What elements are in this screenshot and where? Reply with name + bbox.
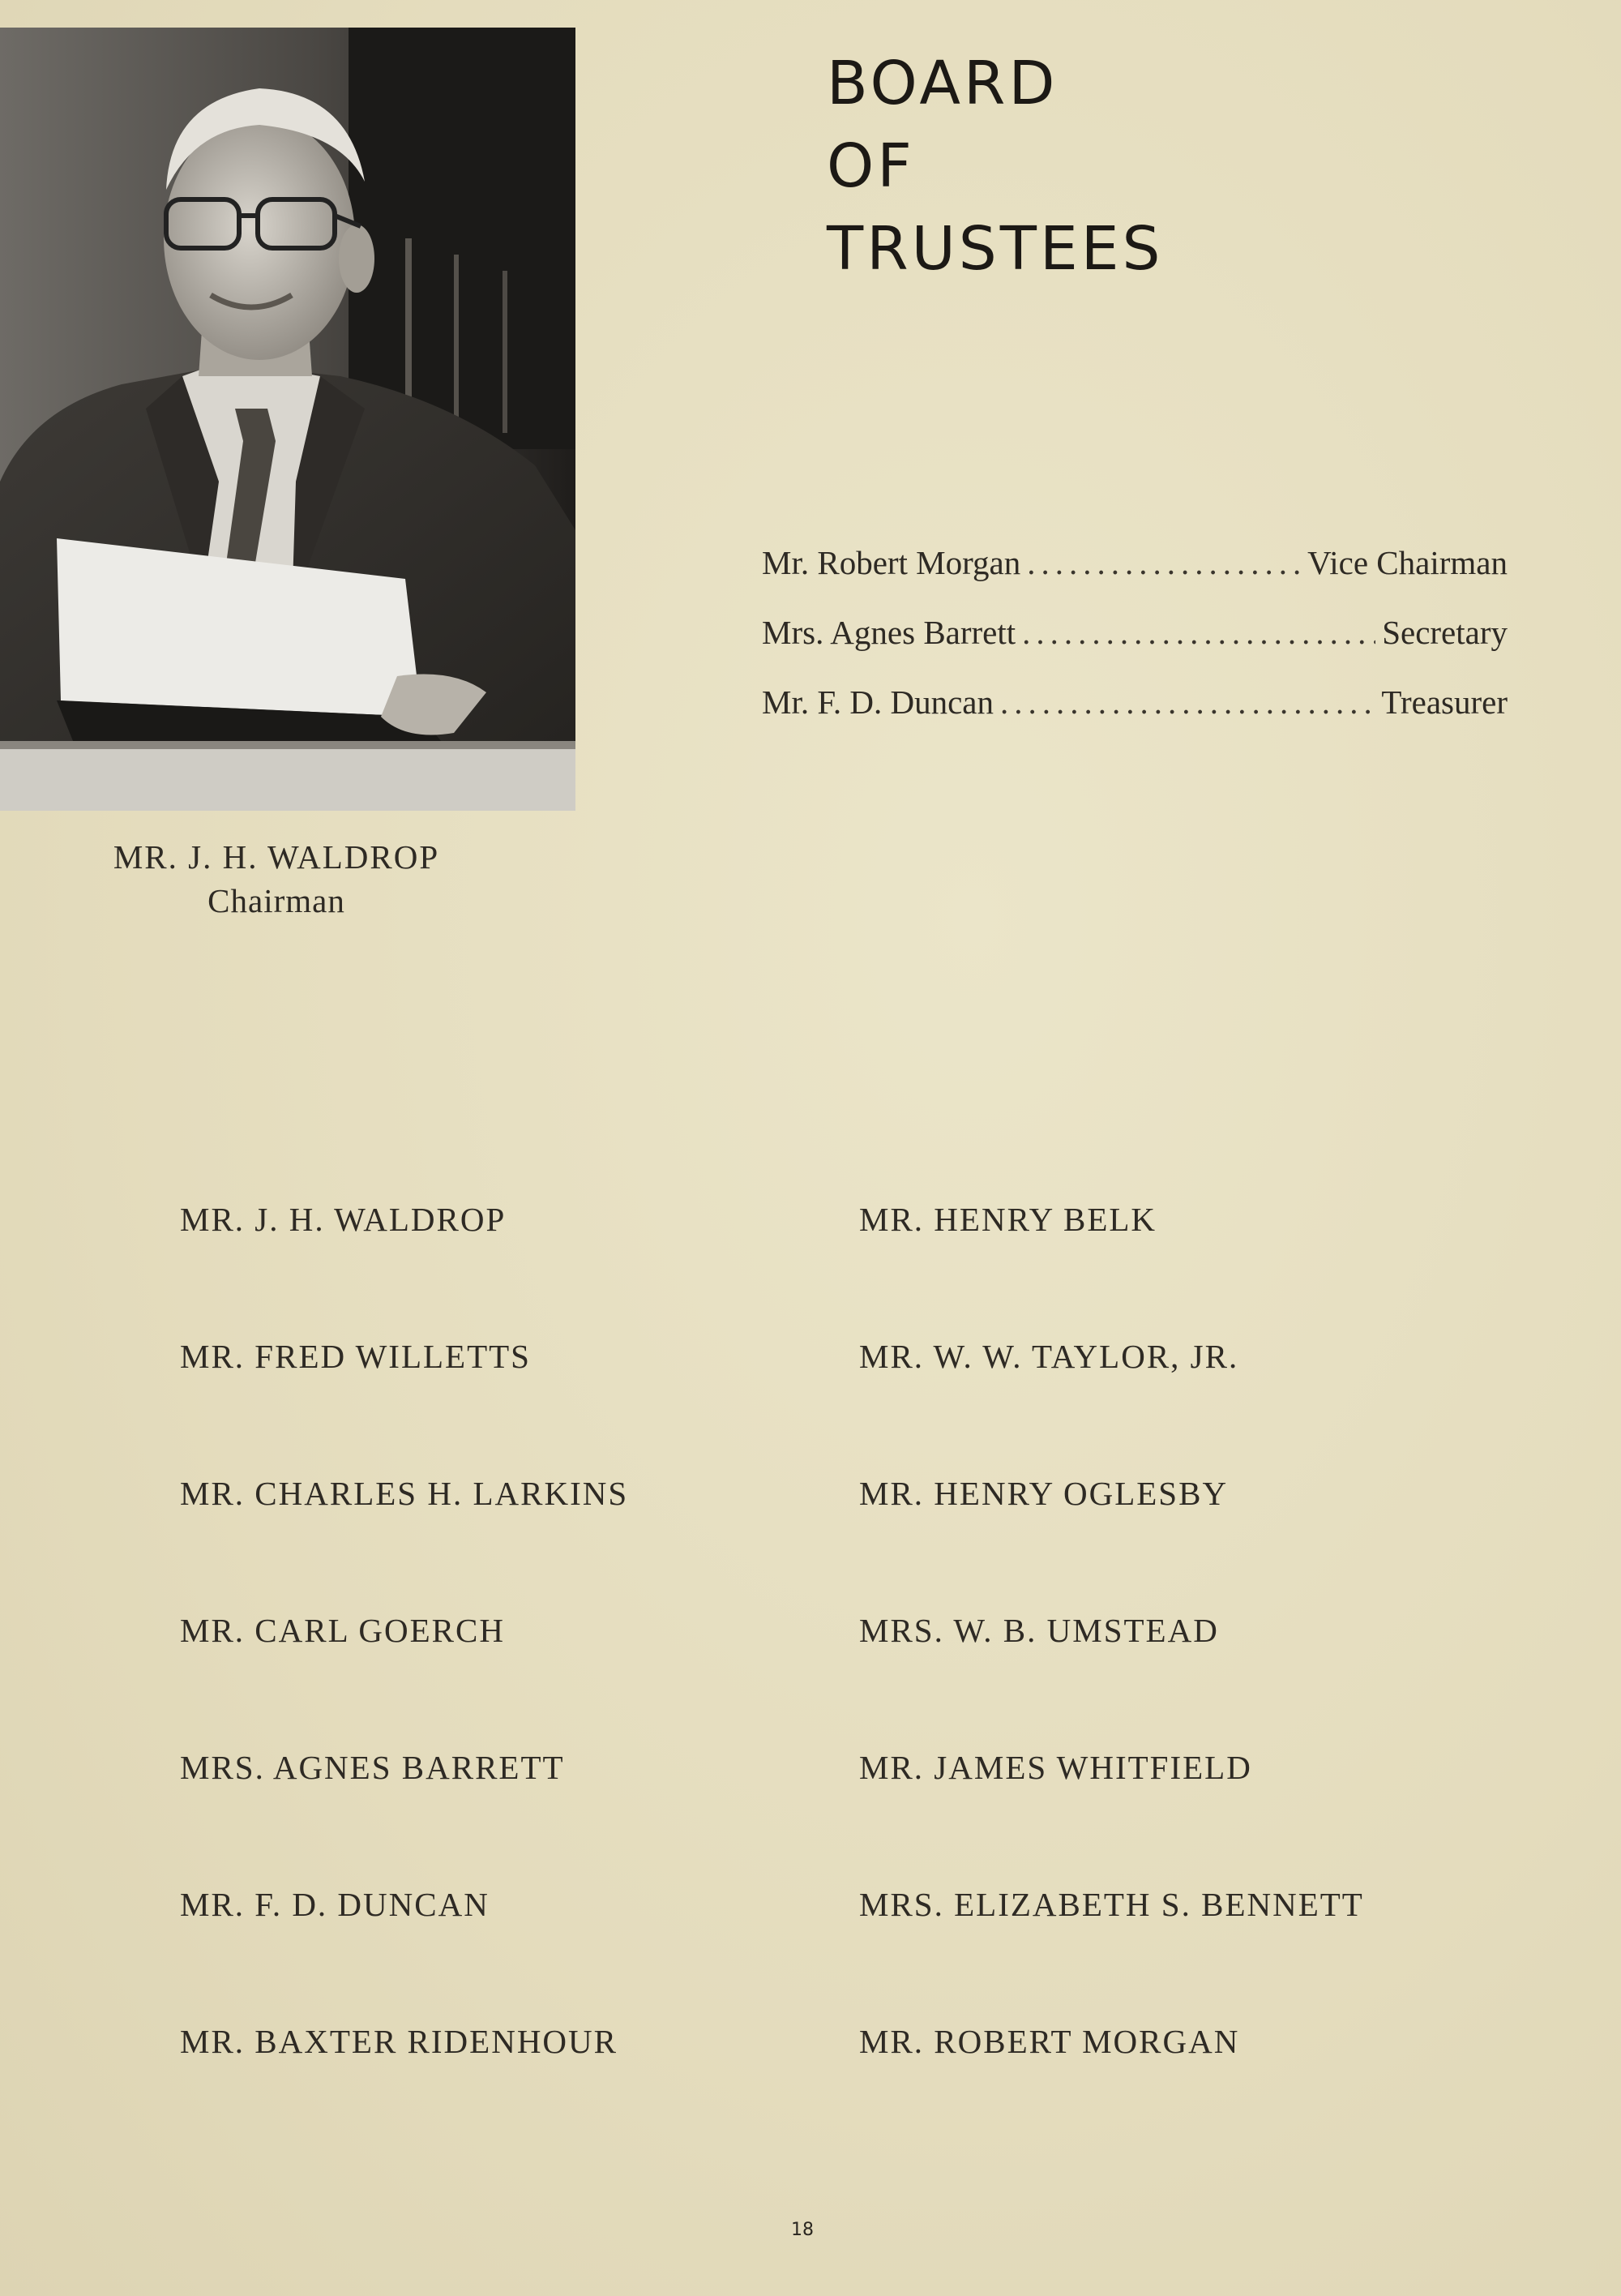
leader-dots [1000, 683, 1375, 722]
member-name: MR. CHARLES H. LARKINS [180, 1475, 629, 1512]
member-name: MR. CARL GOERCH [180, 1612, 505, 1649]
member-name: MR. HENRY BELK [859, 1201, 1157, 1238]
officer-title: Vice Chairman [1307, 544, 1508, 581]
chairman-photo-image [0, 28, 575, 811]
page-number: 18 [791, 2220, 814, 2240]
officer-row-vice-chairman [762, 543, 1508, 613]
member-name: MRS. AGNES BARRETT [180, 1749, 565, 1786]
page-title-line-3: TRUSTEES [827, 214, 1164, 284]
page-title-line-1: BOARD [827, 49, 1059, 118]
chairman-role: Chairman [207, 882, 345, 919]
officer-name: Mr. F. D. Duncan [762, 683, 994, 721]
officer-title: Secretary [1382, 614, 1508, 651]
officer-row-treasurer [762, 683, 1508, 752]
chairman-name: MR. J. H. WALDROP [113, 838, 440, 876]
page-title-line-2: OF [827, 131, 915, 201]
member-name: MR. JAMES WHITFIELD [859, 1749, 1252, 1786]
officers-list [762, 543, 1508, 752]
officer-title: Treasurer [1381, 683, 1508, 721]
officer-row-secretary [762, 613, 1508, 683]
officer-name: Mrs. Agnes Barrett [762, 614, 1016, 651]
member-name: MR. HENRY OGLESBY [859, 1475, 1229, 1512]
members-list [180, 1200, 1509, 2159]
member-name: MR. ROBERT MORGAN [859, 2023, 1240, 2060]
page-title [827, 42, 1163, 290]
member-name: MR. F. D. DUNCAN [180, 1886, 490, 1923]
chairman-caption [0, 835, 553, 923]
member-name: MR. W. W. TAYLOR, JR. [859, 1338, 1239, 1375]
chairman-photo [0, 28, 575, 811]
leader-dots [1027, 543, 1301, 582]
member-name: MRS. ELIZABETH S. BENNETT [859, 1886, 1364, 1923]
member-name: MR. FRED WILLETTS [180, 1338, 531, 1375]
leader-dots [1022, 613, 1375, 652]
member-name: MR. BAXTER RIDENHOUR [180, 2023, 618, 2060]
member-name: MR. J. H. WALDROP [180, 1201, 507, 1238]
officer-name: Mr. Robert Morgan [762, 544, 1021, 581]
member-name: MRS. W. B. UMSTEAD [859, 1612, 1219, 1649]
